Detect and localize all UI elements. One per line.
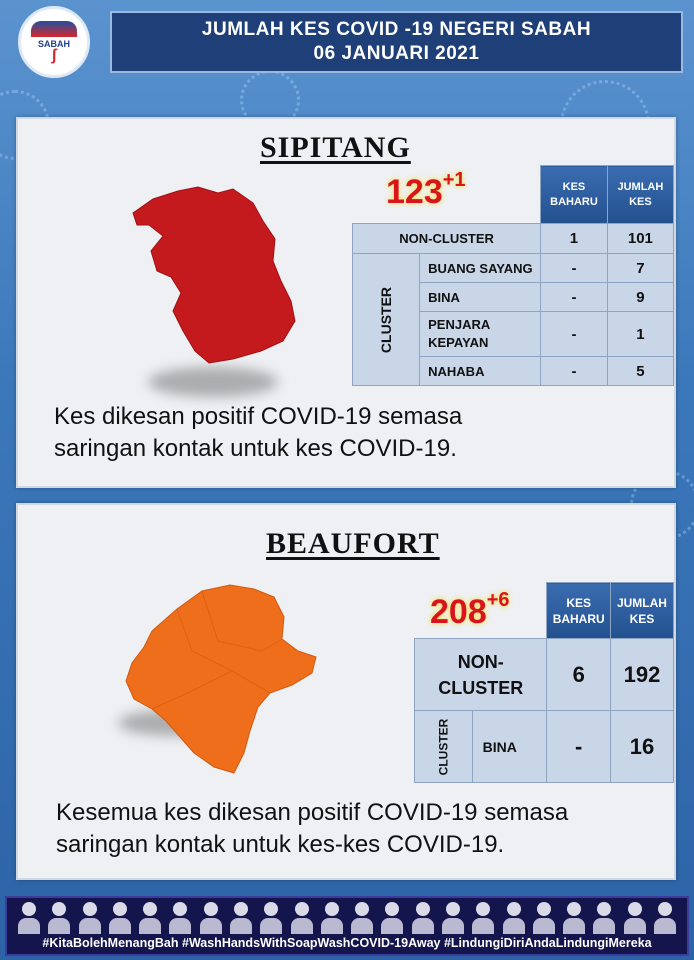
total-increase: +6 — [486, 589, 510, 611]
total-number: 123 — [386, 173, 443, 211]
table-spacer — [415, 583, 547, 639]
non-cluster-label-line: NON- — [457, 651, 504, 672]
table-row — [353, 254, 674, 283]
col-total-label: JUMLAH — [617, 180, 664, 193]
cluster-label-text: CLUSTER — [436, 718, 451, 775]
person-icon — [231, 902, 251, 934]
cluster-label — [415, 711, 473, 783]
col-total-label: KES — [629, 195, 652, 208]
logo-text: SABAH — [37, 39, 70, 49]
description-line: Kes dikesan positif COVID-19 semasa — [54, 403, 463, 430]
district-title: SIPITANG — [260, 131, 411, 164]
person-icon — [170, 902, 190, 934]
table-row — [353, 224, 674, 254]
person-icon — [201, 902, 221, 934]
person-icon — [473, 902, 493, 934]
person-icon — [80, 902, 100, 934]
person-icon — [625, 902, 645, 934]
person-icon — [382, 902, 402, 934]
page-title: JUMLAH KES COVID -19 NEGERI SABAH — [201, 19, 592, 40]
col-new-header — [541, 166, 608, 224]
person-icon — [504, 902, 524, 934]
person-icon — [655, 902, 675, 934]
non-cluster-label — [415, 639, 547, 711]
cluster-name: BUANG SAYANG — [420, 254, 541, 283]
frontliner-icons — [19, 902, 675, 936]
cluster-new: - — [547, 711, 610, 783]
person-icon — [49, 902, 69, 934]
logo-mark-icon — [31, 21, 77, 37]
description-line: Kesemua kes dikesan positif COVID-19 semasa — [56, 799, 569, 826]
non-cluster-new: 6 — [547, 639, 610, 711]
col-new-label: BAHARU — [550, 195, 598, 208]
non-cluster-label-line: CLUSTER — [438, 677, 524, 698]
non-cluster-label: NON-CLUSTER — [353, 224, 541, 254]
person-icon — [261, 902, 281, 934]
person-icon — [322, 902, 342, 934]
footer-banner — [5, 896, 689, 956]
cluster-total: 5 — [607, 357, 673, 386]
person-icon — [140, 902, 160, 934]
cluster-name — [420, 312, 541, 357]
person-icon — [110, 902, 130, 934]
description — [54, 401, 462, 465]
cluster-name: BINA — [472, 711, 547, 783]
person-icon — [594, 902, 614, 934]
person-icon — [443, 902, 463, 934]
cluster-label — [353, 254, 420, 386]
cases-table — [414, 582, 674, 783]
non-cluster-total: 101 — [607, 224, 673, 254]
col-total-label: KES — [629, 611, 655, 626]
cluster-new: - — [541, 283, 608, 312]
page-date: 06 JANUARI 2021 — [313, 43, 480, 64]
cluster-new: - — [541, 357, 608, 386]
cluster-new: - — [541, 312, 608, 357]
total-increase: +1 — [442, 169, 466, 191]
description-line: saringan kontak untuk kes-kes COVID-19. — [56, 831, 505, 858]
hashtags: #KitaBolehMenangBah #WashHandsWithSoapWashCOVID-19Away #LindungiDiriAndaLindungiMereka — [42, 936, 652, 950]
person-icon — [19, 902, 39, 934]
table-row — [415, 711, 674, 783]
sipitang-panel — [16, 117, 676, 488]
beaufort-map — [122, 581, 322, 777]
table-row — [415, 639, 674, 711]
cluster-name: NAHABA — [420, 357, 541, 386]
sipitang-map — [123, 181, 303, 371]
logo-s-icon: ʃ — [51, 47, 57, 64]
person-icon — [292, 902, 312, 934]
description — [56, 797, 568, 861]
cluster-name-line: PENJARA — [428, 317, 491, 332]
cluster-label-text: CLUSTER — [378, 286, 395, 353]
beaufort-panel — [16, 503, 676, 880]
non-cluster-total: 192 — [610, 639, 673, 711]
table-spacer — [353, 166, 541, 224]
cluster-total: 7 — [607, 254, 673, 283]
total-number: 208 — [430, 593, 487, 631]
logo — [18, 6, 90, 78]
col-new-label: KES — [562, 180, 586, 193]
col-total-header — [607, 166, 673, 224]
cases-table — [352, 165, 674, 386]
col-total-header — [610, 583, 673, 639]
cluster-total: 16 — [610, 711, 673, 783]
person-icon — [352, 902, 372, 934]
person-icon — [413, 902, 433, 934]
district-title: BEAUFORT — [266, 527, 440, 560]
cluster-total: 9 — [607, 283, 673, 312]
col-new-label: BAHARU — [552, 611, 605, 626]
col-new-header — [547, 583, 610, 639]
cluster-total: 1 — [607, 312, 673, 357]
non-cluster-new: 1 — [541, 224, 608, 254]
description-line: saringan kontak untuk kes COVID-19. — [54, 435, 457, 462]
col-new-label: KES — [566, 595, 592, 610]
cluster-name-line: KEPAYAN — [428, 335, 489, 350]
col-total-label: JUMLAH — [616, 595, 667, 610]
person-icon — [564, 902, 584, 934]
title-banner — [110, 11, 683, 73]
cluster-name: BINA — [420, 283, 541, 312]
cluster-new: - — [541, 254, 608, 283]
person-icon — [534, 902, 554, 934]
map-shadow — [148, 367, 278, 397]
